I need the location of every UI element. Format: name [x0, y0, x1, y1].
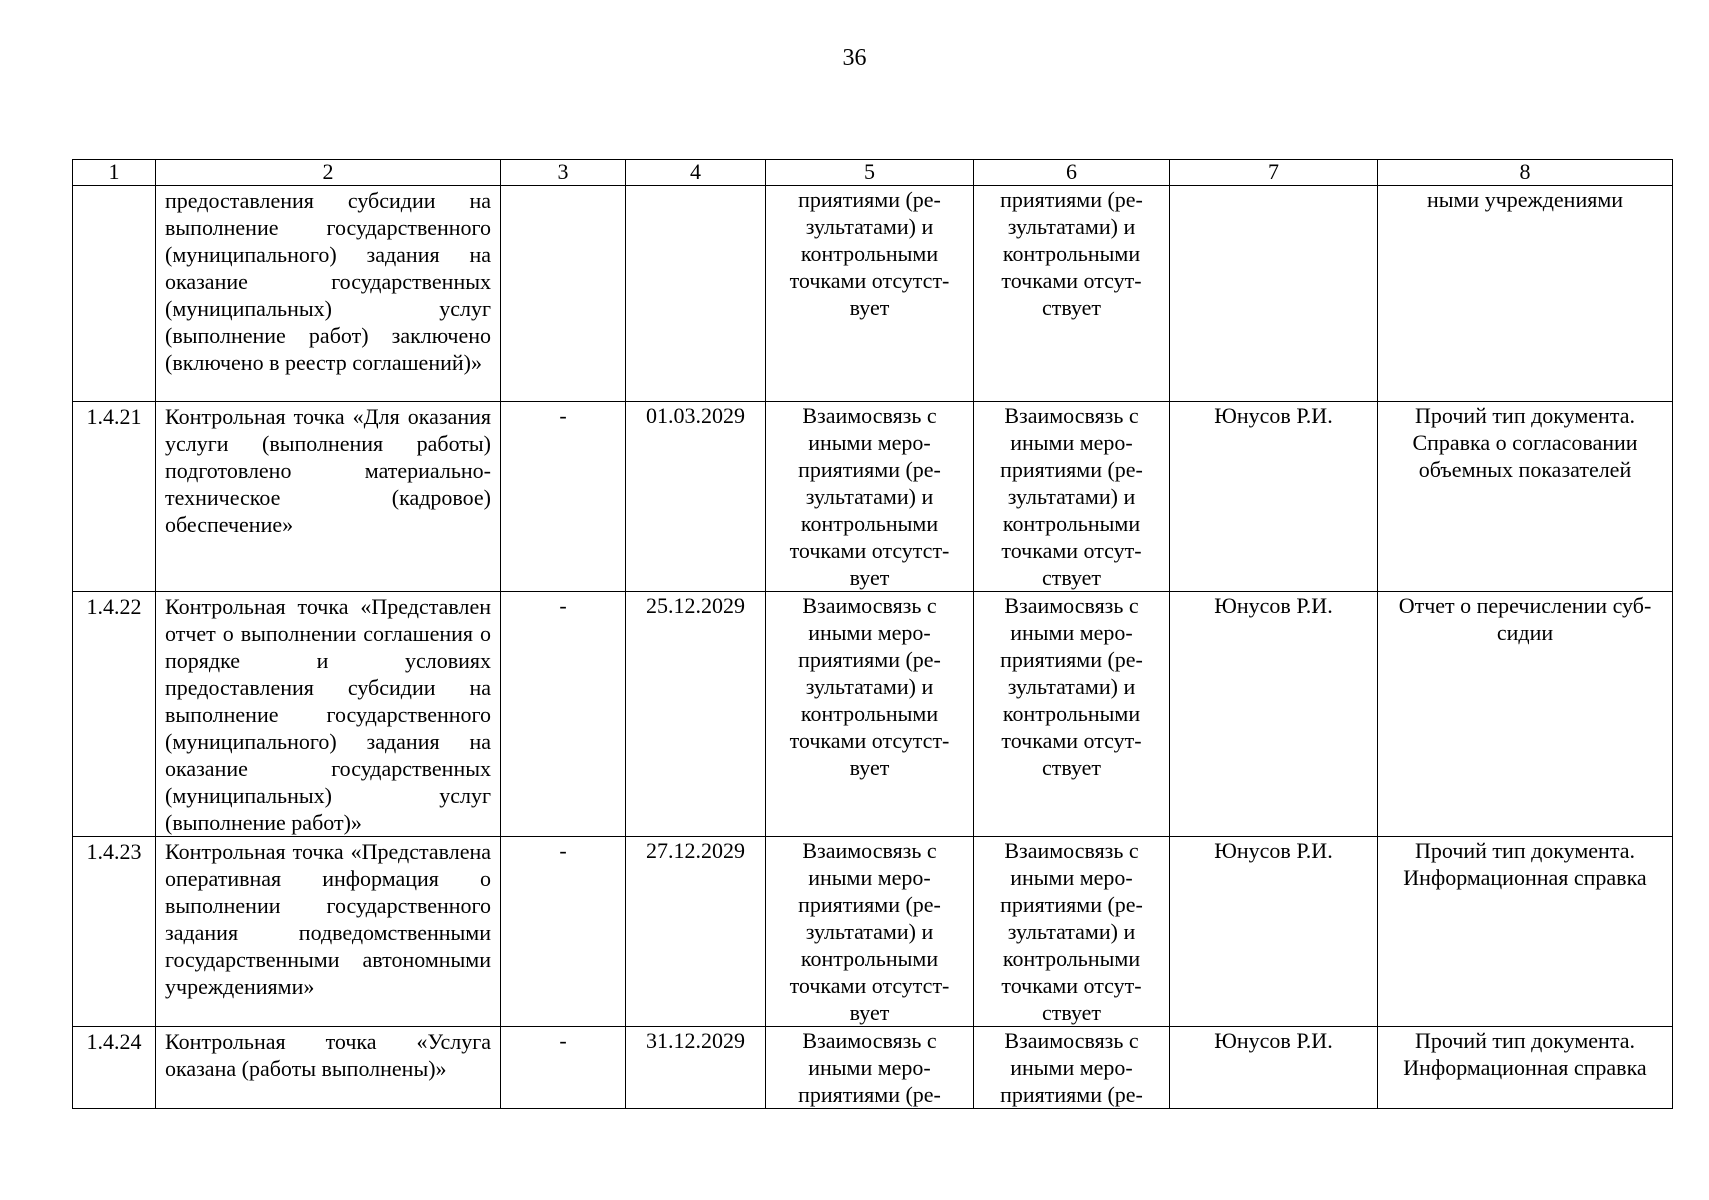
relation-col-6: Взаимосвязь с иными меро- приятиями (ре- зультатами) и контрольными точками отсут- ствует — [974, 402, 1170, 592]
column-header: 2 — [156, 160, 501, 186]
document-type: Отчет о перечислении суб- сидии — [1378, 592, 1673, 837]
responsible-person: Юнусов Р.И. — [1170, 592, 1378, 837]
relation-col-5: Взаимосвязь с иными меро- приятиями (ре- зультатами) и контрольными точками отсутст- вует — [766, 402, 974, 592]
column-header: 8 — [1378, 160, 1673, 186]
relation-col-5: Взаимосвязь с иными меро- приятиями (ре- зультатами) и контрольными точками отсутст- вует — [766, 592, 974, 837]
control-point-name: Контрольная точка «Для оказания услуги (выполнения работы) подготовлено материально-техническое (кадровое) обеспечение» — [156, 402, 501, 592]
page-number: 36 — [842, 45, 867, 71]
table-row — [73, 402, 1673, 592]
column-header: 5 — [766, 160, 974, 186]
row-number: 1.4.21 — [73, 402, 156, 592]
control-points-table — [72, 159, 1673, 1109]
row-number: 1.4.22 — [73, 592, 156, 837]
relation-col-5: Взаимосвязь с иными меро- приятиями (ре- зультатами) и контрольными точками отсутст- вует — [766, 837, 974, 1027]
due-date — [626, 186, 766, 402]
document-type: ными учреждениями — [1378, 186, 1673, 402]
column-header: 4 — [626, 160, 766, 186]
due-date: 25.12.2029 — [626, 592, 766, 837]
due-date: 01.03.2029 — [626, 402, 766, 592]
column-header: 7 — [1170, 160, 1378, 186]
table-row — [73, 592, 1673, 837]
row-number: 1.4.23 — [73, 837, 156, 1027]
responsible-person — [1170, 186, 1378, 402]
control-point-name: Контрольная точка «Представлен отчет о выполнении соглашения о порядке и условиях предоставления субсидии на выполнение государственного (муниципального) задания на оказание государственных (муниципальных) услуг (выполнение работ)» — [156, 592, 501, 837]
responsible-person: Юнусов Р.И. — [1170, 402, 1378, 592]
relation-col-6: Взаимосвязь с иными меро- приятиями (ре- зультатами) и контрольными точками отсут- ствует — [974, 837, 1170, 1027]
responsible-person: Юнусов Р.И. — [1170, 837, 1378, 1027]
table-row — [73, 1027, 1673, 1109]
column-3-value: - — [501, 402, 626, 592]
control-point-name: предоставления субсидии на выполнение государственного (муниципального) задания на оказание государственных (муниципальных) услуг (выполнение работ) заключено (включено в реестр соглашений)» — [156, 186, 501, 402]
responsible-person: Юнусов Р.И. — [1170, 1027, 1378, 1109]
row-number — [73, 186, 156, 402]
column-header: 1 — [73, 160, 156, 186]
document-type: Прочий тип документа. Информационная справка — [1378, 1027, 1673, 1109]
document-type: Прочий тип документа. Информационная справка — [1378, 837, 1673, 1027]
table-header-row — [73, 160, 1673, 186]
relation-col-6: приятиями (ре- зультатами) и контрольными точками отсут- ствует — [974, 186, 1170, 402]
due-date: 31.12.2029 — [626, 1027, 766, 1109]
control-point-name: Контрольная точка «Услуга оказана (работы выполнены)» — [156, 1027, 501, 1109]
relation-col-5: приятиями (ре- зультатами) и контрольными точками отсутст- вует — [766, 186, 974, 402]
table-row — [73, 837, 1673, 1027]
column-header: 3 — [501, 160, 626, 186]
control-point-name: Контрольная точка «Представлена оперативная информация о выполнении государственного задания подведомственными государственными автономными учреждениями» — [156, 837, 501, 1027]
table-row — [73, 186, 1673, 402]
relation-col-5: Взаимосвязь с иными меро- приятиями (ре- — [766, 1027, 974, 1109]
relation-col-6: Взаимосвязь с иными меро- приятиями (ре- — [974, 1027, 1170, 1109]
relation-col-6: Взаимосвязь с иными меро- приятиями (ре- зультатами) и контрольными точками отсут- ствует — [974, 592, 1170, 837]
column-header: 6 — [974, 160, 1170, 186]
document-type: Прочий тип документа. Справка о согласовании объемных показателей — [1378, 402, 1673, 592]
due-date: 27.12.2029 — [626, 837, 766, 1027]
column-3-value: - — [501, 592, 626, 837]
column-3-value: - — [501, 837, 626, 1027]
row-number: 1.4.24 — [73, 1027, 156, 1109]
column-3-value: - — [501, 1027, 626, 1109]
column-3-value — [501, 186, 626, 402]
